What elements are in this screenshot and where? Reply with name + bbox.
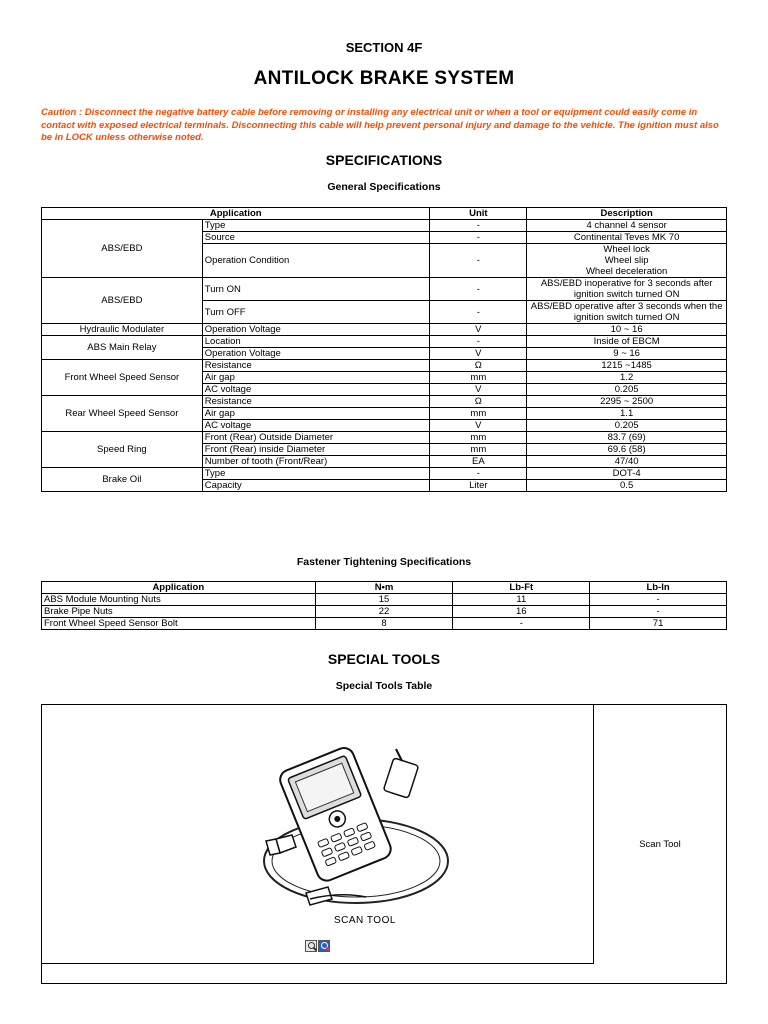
fastener-specifications-table	[41, 581, 727, 630]
item-cell: Turn ON	[202, 278, 430, 301]
description-cell: 69.6 (58)	[527, 444, 727, 456]
specifications-heading: SPECIFICATIONS	[325, 152, 443, 168]
special-tools-heading: SPECIAL TOOLS	[327, 651, 441, 667]
description-cell: 2295 ~ 2500	[527, 396, 727, 408]
application-cell: Brake Oil	[42, 468, 203, 492]
unit-cell: V	[430, 348, 527, 360]
item-cell: AC voltage	[202, 420, 430, 432]
unit-cell: -	[430, 301, 527, 324]
special-tools-table	[41, 704, 727, 984]
unit-cell: Liter	[430, 480, 527, 492]
application-cell: Front Wheel Speed Sensor Bolt	[42, 618, 316, 630]
item-cell: Air gap	[202, 372, 430, 384]
item-cell: Turn OFF	[202, 301, 430, 324]
caution-note: Caution : Disconnect the negative battery cable before removing or installing any electrical unit or when a tool or equipment could easily come in contact with exposed electrical terminals. Disconnecting this cable will help prevent personal injury and damage to the vehicle. The ignition must also be in LOCK unless otherwise noted.	[41, 107, 719, 143]
unit-cell: V	[430, 324, 527, 336]
tool-name: Scan Tool	[639, 838, 681, 850]
item-cell: Type	[202, 468, 430, 480]
item-cell: Air gap	[202, 408, 430, 420]
column-header: Application	[42, 208, 430, 220]
description-cell: Wheel lock Wheel slip Wheel deceleration	[527, 244, 727, 278]
unit-cell: -	[430, 220, 527, 232]
page-title: ANTILOCK BRAKE SYSTEM	[253, 68, 515, 89]
description-cell: 10 ~ 16	[527, 324, 727, 336]
description-cell: 0.5	[527, 480, 727, 492]
table-row	[42, 220, 727, 232]
unit-cell: Ω	[430, 360, 527, 372]
unit-cell: mm	[430, 372, 527, 384]
table-row	[42, 336, 727, 348]
table-row	[42, 396, 727, 408]
item-cell: Front (Rear) Outside Diameter	[202, 432, 430, 444]
description-cell: 0.205	[527, 384, 727, 396]
special-tools-table-heading: Special Tools Table	[335, 680, 433, 692]
description-cell: 9 ~ 16	[527, 348, 727, 360]
unit-cell: V	[430, 384, 527, 396]
description-cell: 1.2	[527, 372, 727, 384]
unit-cell: mm	[430, 408, 527, 420]
column-header: Lb-Ft	[453, 582, 590, 594]
section-number: SECTION 4F	[345, 40, 423, 55]
item-cell: Operation Condition	[202, 244, 430, 278]
application-cell: ABS Main Relay	[42, 336, 203, 360]
table-header-row	[42, 208, 727, 220]
zoom-window-icon[interactable]	[318, 940, 330, 952]
zoom-in-icon[interactable]	[305, 940, 317, 952]
description-cell: ABS/EBD operative after 3 seconds when the ignition switch turned ON	[527, 301, 727, 324]
application-cell: Speed Ring	[42, 432, 203, 468]
unit-cell: EA	[430, 456, 527, 468]
unit-cell: mm	[430, 432, 527, 444]
item-cell: Source	[202, 232, 430, 244]
value-cell: 16	[453, 606, 590, 618]
description-cell: Continental Teves MK 70	[527, 232, 727, 244]
description-cell: 4 channel 4 sensor	[527, 220, 727, 232]
unit-cell: -	[430, 336, 527, 348]
value-cell: 71	[590, 618, 727, 630]
column-header: N•m	[315, 582, 453, 594]
value-cell: 8	[315, 618, 453, 630]
general-specifications-table	[41, 207, 727, 492]
tool-name-cell	[594, 705, 726, 983]
item-cell: Operation Voltage	[202, 324, 430, 336]
unit-cell: -	[430, 244, 527, 278]
description-cell: 0.205	[527, 420, 727, 432]
table-header-row	[42, 582, 727, 594]
scan-tool-illustration	[256, 743, 456, 913]
unit-cell: -	[430, 468, 527, 480]
item-cell: Operation Voltage	[202, 348, 430, 360]
unit-cell: Ω	[430, 396, 527, 408]
column-header: Description	[527, 208, 727, 220]
value-cell: -	[590, 606, 727, 618]
unit-cell: V	[430, 420, 527, 432]
application-cell: Brake Pipe Nuts	[42, 606, 316, 618]
table-row	[42, 594, 727, 606]
column-header: Lb-In	[590, 582, 727, 594]
unit-cell: -	[430, 232, 527, 244]
application-cell: Rear Wheel Speed Sensor	[42, 396, 203, 432]
description-cell: ABS/EBD inoperative for 3 seconds after ignition switch turned ON	[527, 278, 727, 301]
value-cell: -	[590, 594, 727, 606]
description-cell: 1.1	[527, 408, 727, 420]
table-row	[42, 606, 727, 618]
value-cell: 15	[315, 594, 453, 606]
item-cell: Resistance	[202, 396, 430, 408]
application-cell: ABS/EBD	[42, 220, 203, 278]
item-cell: AC voltage	[202, 384, 430, 396]
unit-cell: mm	[430, 444, 527, 456]
column-header: Application	[42, 582, 316, 594]
table-row	[42, 360, 727, 372]
table-row	[42, 618, 727, 630]
image-zoom-controls	[305, 940, 330, 952]
table-row	[42, 432, 727, 444]
tool-image-cell	[42, 705, 594, 963]
item-cell: Number of tooth (Front/Rear)	[202, 456, 430, 468]
tool-row-divider	[42, 963, 594, 964]
application-cell: Hydraulic Modulater	[42, 324, 203, 336]
value-cell: 11	[453, 594, 590, 606]
description-cell: 1215 ~1485	[527, 360, 727, 372]
table-row	[42, 278, 727, 301]
table-row	[42, 468, 727, 480]
description-cell: DOT-4	[527, 468, 727, 480]
description-cell: Inside of EBCM	[527, 336, 727, 348]
application-cell: ABS Module Mounting Nuts	[42, 594, 316, 606]
item-cell: Location	[202, 336, 430, 348]
application-cell: ABS/EBD	[42, 278, 203, 324]
description-cell: 83.7 (69)	[527, 432, 727, 444]
application-cell: Front Wheel Speed Sensor	[42, 360, 203, 396]
unit-cell: -	[430, 278, 527, 301]
scan-tool-caption: SCAN TOOL	[334, 915, 396, 926]
item-cell: Capacity	[202, 480, 430, 492]
fastener-specifications-heading: Fastener Tightening Specifications	[296, 556, 472, 568]
general-specifications-heading: General Specifications	[327, 181, 441, 193]
item-cell: Type	[202, 220, 430, 232]
item-cell: Resistance	[202, 360, 430, 372]
value-cell: -	[453, 618, 590, 630]
item-cell: Front (Rear) inside Diameter	[202, 444, 430, 456]
column-header: Unit	[430, 208, 527, 220]
description-cell: 47/40	[527, 456, 727, 468]
value-cell: 22	[315, 606, 453, 618]
table-row	[42, 324, 727, 336]
